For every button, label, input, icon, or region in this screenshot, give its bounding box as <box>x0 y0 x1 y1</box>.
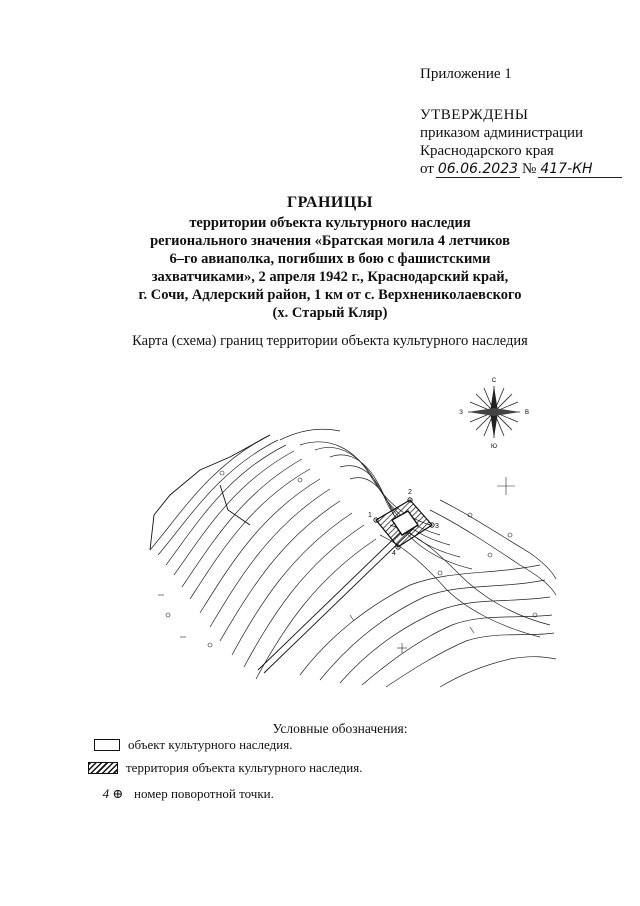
access-path <box>258 525 414 673</box>
compass-rose <box>459 378 529 450</box>
point-label-3: 3 <box>435 523 439 530</box>
order-date-number <box>420 160 622 178</box>
map-caption: Карта (схема) границ территории объекта культурного наследия <box>132 333 528 349</box>
compass-east: В <box>524 410 530 416</box>
boundary-map <box>140 375 560 695</box>
object-swatch <box>94 739 120 751</box>
compass-west: З <box>459 410 463 416</box>
from-prefix: от <box>420 161 434 177</box>
heritage-territory <box>376 500 432 547</box>
title-line-6: (х. Старый Кляр) <box>272 305 388 321</box>
legend-label-object: объект культурного наследия. <box>128 737 293 752</box>
territory-swatch <box>88 762 118 774</box>
appendix-label: Приложение 1 <box>420 66 512 82</box>
title-line-2: регионального значения «Братская могила 4 летчиков <box>150 233 510 249</box>
legend-item-territory <box>88 760 362 776</box>
contour-lines <box>150 429 556 687</box>
legend-label-territory: территория объекта культурного наследия. <box>126 760 363 775</box>
legend-label-point: номер поворотной точки. <box>134 786 274 801</box>
title-line-4: захватчиками», 2 апреля 1942 г., Краснодарский край, <box>151 269 509 285</box>
title-line-1: территории объекта культурного наследия <box>189 215 471 231</box>
order-line-1: приказом администрации <box>420 125 584 141</box>
title-line-5: г. Сочи, Адлерский район, 1 км от с. Верхнениколаевского <box>138 287 522 303</box>
order-number: 417-КН <box>538 162 622 178</box>
approved-heading: УТВЕРЖДЕНЫ <box>420 107 529 123</box>
order-line-2: Краснодарского края <box>420 143 554 159</box>
number-prefix: № <box>522 161 537 177</box>
point-label-4: 4 <box>392 550 396 557</box>
legend-title: Условные обозначения: <box>272 721 408 736</box>
order-date: 06.06.2023 <box>437 161 519 177</box>
point-label-2: 2 <box>408 489 412 496</box>
document-title <box>120 194 540 322</box>
title-main: ГРАНИЦЫ <box>286 194 373 211</box>
title-line-3: 6–го авиаполка, погибших в бою с фашистскими <box>169 251 491 267</box>
point-label-1: 1 <box>368 512 372 519</box>
compass-south: Ю <box>490 444 498 450</box>
compass-north: С <box>491 378 497 384</box>
approval-block <box>420 106 622 178</box>
legend-item-point <box>100 786 274 802</box>
legend-item-object <box>94 737 292 753</box>
turning-point-symbol: 4 ⊕ <box>102 786 124 801</box>
